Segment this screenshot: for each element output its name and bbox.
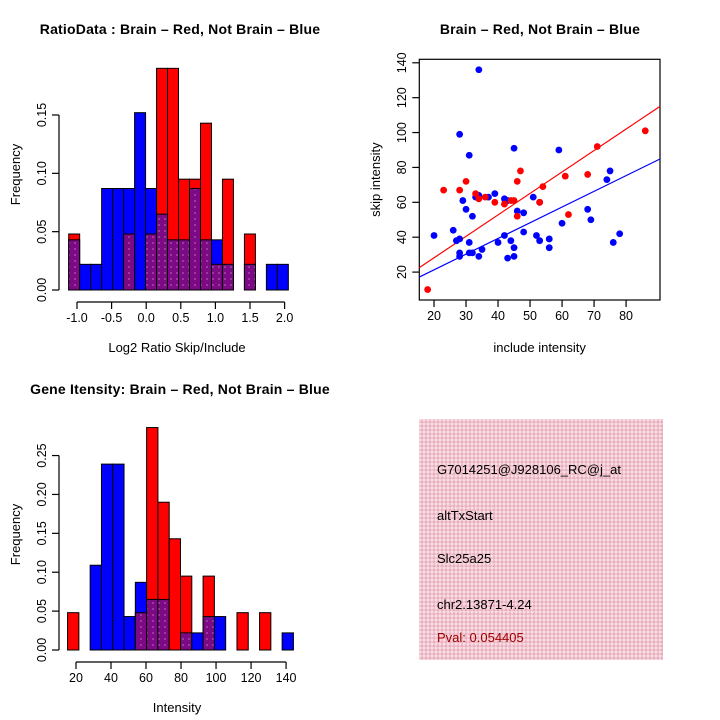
scatter-point-blue: [546, 244, 553, 251]
x-tick-label: 40: [491, 309, 505, 323]
hist-bar-overlap: [146, 234, 157, 290]
hist-bar: [101, 464, 112, 650]
y-tick-label: 100: [395, 122, 409, 143]
panel-gene-info: [360, 360, 720, 720]
hist-bar-overlap: [222, 264, 233, 290]
y-tick-label: 0.00: [35, 277, 49, 303]
gene-info-box: [419, 419, 663, 660]
scatter-point-blue: [475, 66, 482, 73]
gene-histogram-title: Gene Itensity: Brain – Red, Not Brain – Blue: [30, 381, 330, 397]
scatter-point-red: [539, 183, 546, 190]
hist-bar: [124, 617, 135, 650]
gene-pvalue: Pval: 0.054405: [437, 630, 524, 645]
x-tick-label: 1.5: [241, 311, 259, 325]
hist-bar-overlap: [181, 633, 192, 650]
x-tick-label: 80: [619, 309, 634, 323]
scatter-point-blue: [479, 246, 486, 253]
y-axis-label: skip intensity: [368, 142, 383, 217]
hist-bar: [80, 264, 91, 290]
scatter-point-red: [511, 197, 518, 204]
scatter-point-blue: [504, 255, 511, 262]
scatter-point-blue: [491, 190, 498, 197]
panel-ratio-histogram: [0, 0, 360, 360]
hist-bar: [102, 189, 113, 291]
scatter-point-blue: [603, 176, 610, 183]
x-tick-label: -0.5: [100, 311, 123, 325]
y-tick-label: 20: [395, 265, 409, 280]
scatter-point-red: [463, 178, 470, 185]
scatter-point-red: [491, 199, 498, 206]
scatter-point-blue: [511, 253, 518, 260]
gene-event-type: altTxStart: [437, 508, 493, 523]
x-tick-label: 50: [523, 309, 538, 323]
ratio-histogram-plot: [0, 0, 360, 360]
hist-bar-overlap: [203, 617, 214, 650]
hist-bar: [135, 113, 146, 290]
x-tick-label: 60: [139, 671, 153, 685]
hist-bar-overlap: [157, 214, 168, 290]
gene-probe-id: G7014251@J928106_RC@j_at: [437, 462, 621, 477]
hist-bar-overlap: [211, 264, 222, 290]
scatter-point-red: [424, 286, 431, 293]
scatter-point-blue: [459, 197, 466, 204]
y-tick-label: 120: [395, 87, 409, 109]
scatter-point-blue: [450, 227, 457, 234]
scatter-point-red: [562, 173, 569, 180]
hist-bar: [277, 264, 288, 290]
hist-bar: [266, 264, 277, 290]
y-axis-label: Frequency: [8, 503, 23, 566]
scatter-point-blue: [507, 237, 514, 244]
hist-bar-overlap: [200, 240, 211, 290]
y-tick-label: 0.05: [35, 219, 49, 244]
hist-bar: [113, 189, 124, 291]
y-tick-label: 0.00: [35, 637, 49, 663]
hist-bar: [192, 633, 203, 650]
hist-bar: [282, 633, 293, 650]
scatter-point-red: [514, 178, 521, 185]
hist-bar-overlap: [69, 240, 80, 290]
scatter-point-blue: [463, 206, 470, 213]
hist-bar-overlap: [147, 599, 158, 650]
y-tick-label: 0.15: [35, 102, 49, 128]
scatter-point-red: [584, 171, 591, 178]
scatter-point-red: [594, 143, 601, 150]
y-tick-label: 0.05: [35, 598, 49, 624]
hist-bar-overlap: [244, 264, 255, 290]
scatter-point-blue: [469, 213, 476, 220]
hist-bar: [113, 464, 124, 650]
scatter-point-blue: [469, 250, 476, 257]
scatter-point-blue: [530, 194, 537, 201]
x-tick-label: 20: [69, 671, 83, 685]
x-axis-label: Intensity: [152, 700, 202, 715]
scatter-point-blue: [456, 253, 463, 260]
scatter-point-blue: [456, 236, 463, 243]
scatter-point-red: [456, 187, 463, 194]
panel-intensity-scatter: [360, 0, 720, 360]
scatter-point-blue: [610, 239, 617, 246]
x-tick-label: 120: [240, 671, 262, 685]
hist-bar-overlap: [179, 240, 190, 290]
scatter-point-blue: [616, 230, 623, 237]
hist-bar-overlap: [190, 189, 201, 291]
scatter-point-red: [440, 187, 447, 194]
hist-bar: [169, 539, 180, 650]
hist-bar: [91, 264, 102, 290]
x-tick-label: 2.0: [275, 311, 294, 325]
scatter-point-blue: [536, 237, 543, 244]
x-tick-label: 40: [104, 671, 118, 685]
hist-bar-overlap: [158, 599, 169, 650]
intensity-scatter-plot: [360, 0, 720, 360]
x-tick-label: 0.5: [172, 311, 190, 325]
gene-intensity-histogram-plot: [0, 360, 360, 720]
scatter-point-blue: [511, 244, 518, 251]
y-tick-label: 0.15: [35, 521, 49, 546]
scatter-point-blue: [555, 147, 562, 154]
scatter-point-blue: [607, 168, 614, 175]
scatter-point-red: [642, 127, 649, 134]
y-axis-label: Frequency: [8, 143, 23, 206]
scatter-point-red: [482, 194, 489, 201]
gene-symbol: Slc25a25: [437, 551, 492, 566]
scatter-point-red: [501, 201, 508, 208]
scatter-title: Brain – Red, Not Brain – Blue: [439, 21, 641, 37]
x-tick-label: 80: [174, 671, 188, 685]
y-tick-label: 60: [395, 195, 409, 210]
scatter-point-blue: [559, 220, 566, 227]
y-tick-label: 0.25: [35, 443, 49, 468]
x-tick-label: 100: [205, 671, 227, 685]
hist-bar: [260, 613, 271, 650]
y-tick-label: 0.10: [35, 560, 49, 585]
fit-line-blue: [419, 159, 660, 277]
y-tick-label: 140: [395, 52, 409, 74]
scatter-point-blue: [495, 239, 502, 246]
scatter-point-red: [565, 211, 572, 218]
plot-box: [419, 59, 660, 300]
scatter-point-blue: [546, 236, 553, 243]
scatter-point-red: [536, 199, 543, 206]
y-tick-label: 0.20: [35, 482, 49, 507]
scatter-point-red: [517, 168, 524, 175]
scatter-point-blue: [520, 209, 527, 216]
x-tick-label: -1.0: [66, 311, 88, 325]
ratio-histogram-title: RatioData : Brain – Red, Not Brain – Blue: [39, 21, 321, 37]
x-tick-label: 60: [555, 309, 570, 323]
scatter-point-blue: [431, 232, 438, 239]
x-tick-label: 140: [275, 671, 297, 685]
scatter-point-blue: [584, 206, 591, 213]
hist-bar-overlap: [135, 613, 146, 650]
scatter-point-blue: [466, 152, 473, 159]
scatter-point-blue: [501, 232, 508, 239]
x-tick-label: 0.0: [137, 311, 155, 325]
y-tick-label: 40: [395, 230, 409, 245]
scatter-point-red: [514, 213, 521, 220]
x-tick-label: 30: [459, 309, 473, 323]
y-tick-label: 80: [395, 160, 409, 175]
scatter-point-blue: [520, 229, 527, 236]
hist-bar: [214, 617, 225, 650]
panel-gene-intensity-histogram: [0, 360, 360, 720]
x-axis-label: Log2 Ratio Skip/Include: [108, 340, 246, 355]
x-tick-label: 70: [587, 309, 602, 323]
scatter-point-blue: [456, 131, 463, 138]
hist-bar-overlap: [168, 240, 179, 290]
scatter-point-red: [475, 195, 482, 202]
x-axis-label: include intensity: [493, 340, 586, 355]
gene-locus: chr2.13871-4.24: [437, 597, 532, 612]
scatter-point-blue: [587, 216, 594, 223]
hist-bar-overlap: [124, 234, 135, 290]
x-tick-label: 1.0: [206, 311, 225, 325]
scatter-point-blue: [466, 239, 473, 246]
scatter-point-blue: [475, 253, 482, 260]
hist-bar: [68, 613, 79, 650]
hist-bar: [237, 613, 248, 650]
scatter-point-blue: [511, 145, 518, 152]
y-tick-label: 0.10: [35, 161, 49, 186]
x-tick-label: 20: [427, 309, 441, 323]
hist-bar: [90, 565, 101, 650]
